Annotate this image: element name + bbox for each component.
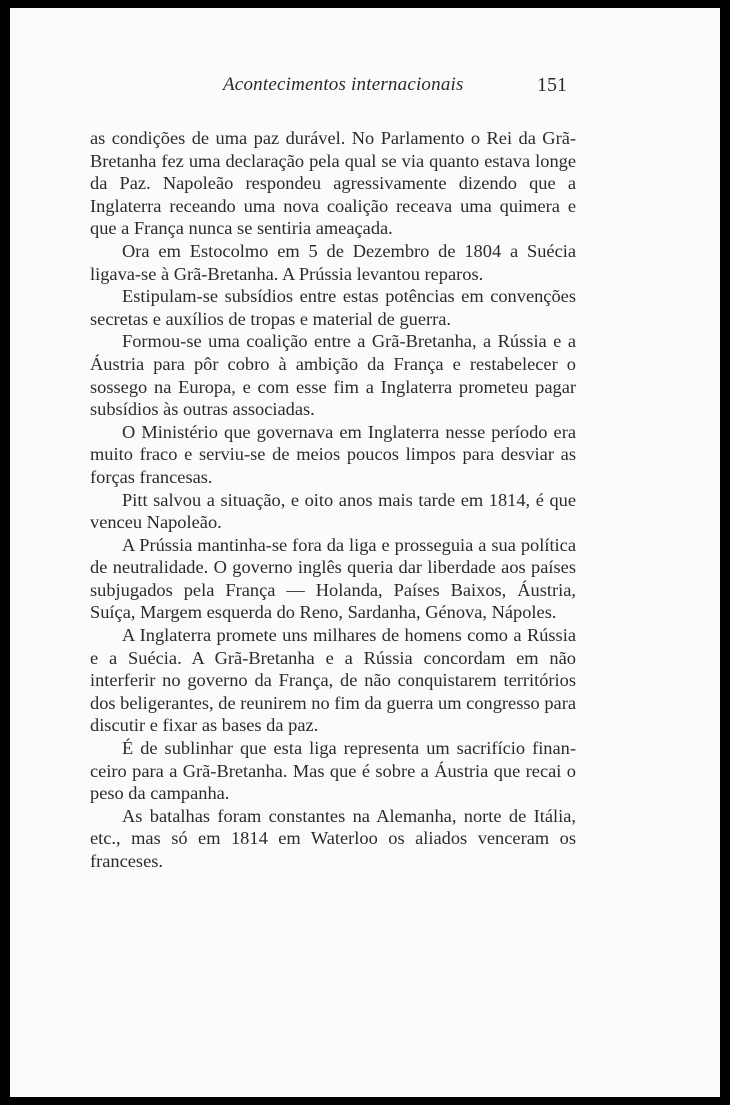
body-text — [90, 127, 576, 873]
paragraph: É de sublinhar que esta liga representa um sacrifício financeiro para a Grã-Bretanha. Mas que é sobre a Áustria que recai o peso da campanha. — [90, 738, 576, 804]
paragraph: Formou-se uma coalição entre a Grã-Bretanha, a Rússia e a Áustria para pôr cobro à ambição da França e restabelecer o sossego na Europa, e com esse fim a Inglaterra prometeu pagar subsídios às outras associadas. — [90, 331, 576, 420]
paragraph: A Inglaterra promete uns milhares de homens como a Rússia e a Suécia. A Grã-Bretanha e a Rússia concordam em não interferir no governo da França, de não conquistarem territórios dos beligerantes, de reunirem no fim da guerra um congresso para discutir e fixar as bases da paz. — [90, 625, 576, 736]
paragraph: A Prússia mantinha-se fora da liga e prosseguia a sua política de neutralidade. O governo inglês queria dar liberdade aos países subjugados pela França — Holanda, Países Baixos, Áustria, Suíça, Margem esquerda do Reno, Sardanha, Génova, Nápoles. — [90, 534, 576, 623]
paragraph: As batalhas foram constantes na Alemanha, norte de Itália, etc., mas só em 1814 em Waterloo os aliados venceram os franceses. — [90, 805, 576, 871]
paragraph: Ora em Estocolmo em 5 de Dezembro de 1804 a Suécia ligava-se à Grã-Bretanha. A Prússia levantou reparos. — [90, 240, 576, 284]
paragraph: O Ministério que governava em Inglaterra nesse período era muito fraco e serviu-se de meios poucos limpos para desviar as forças francesas. — [90, 421, 576, 487]
running-title: Acontecimentos internacionais — [223, 74, 464, 95]
paragraph: Estipulam-se subsídios entre estas potências em convenções secretas e auxílios de tropas e material de guerra. — [90, 286, 576, 329]
book-page — [10, 8, 720, 1097]
page-header — [10, 74, 720, 100]
paragraph: Pitt salvou a situação, e oito anos mais tarde em 1814, é que venceu Napoleão. — [90, 489, 576, 533]
paragraph: as condições de uma paz durável. No Parlamento o Rei da Grã-Bretanha fez uma declaração pela qual se via quanto estava longe da Paz. Napoleão respondeu agressivamente dizendo que a Inglaterra receando uma nova coalição receava uma quimera e que a França nunca se sentiria ameaçada. — [90, 128, 576, 239]
page-number: 151 — [537, 74, 567, 96]
